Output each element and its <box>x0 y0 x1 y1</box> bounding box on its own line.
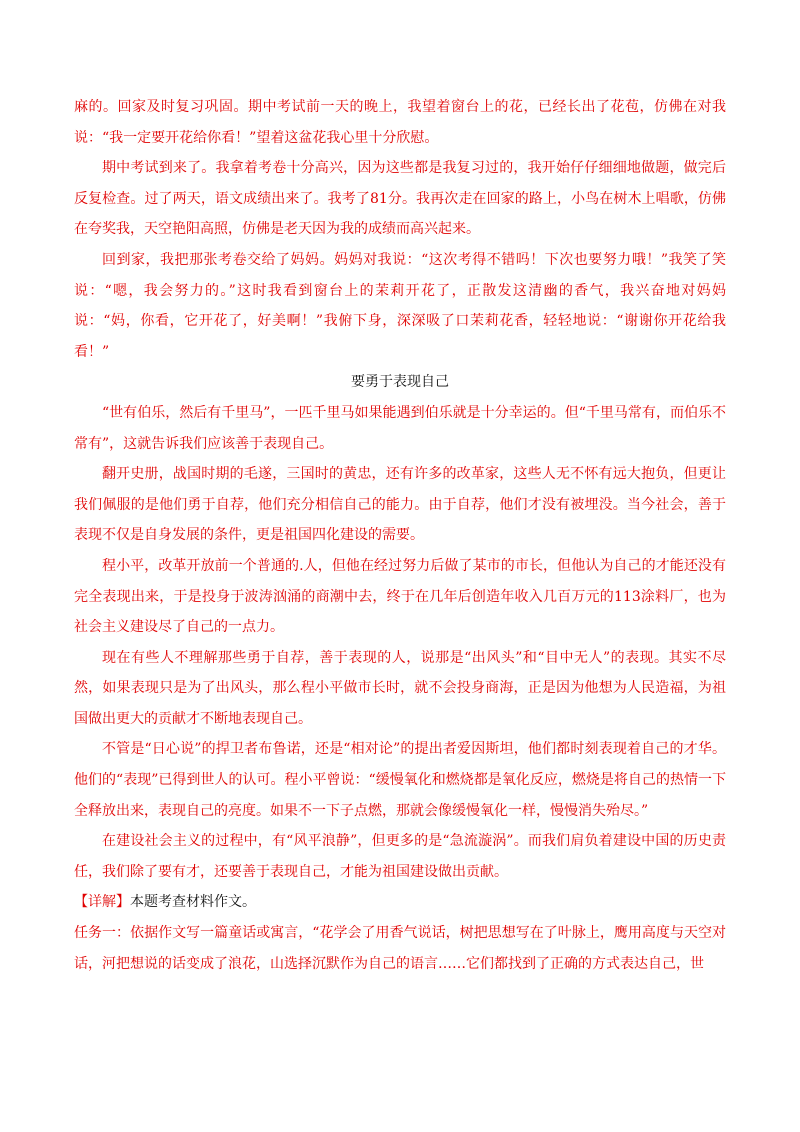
essay-paragraph-3: 程小平，改革开放前一个普通的.人，但他在经过努力后做了某市的市长，但他认为自己的才能还没有完全表现出来，于是投身于波涛汹涌的商潮中去，终于在几年后创造年收入几百万元的113涂料厂，也为社会主义建设尽了自己的一点力。 <box>74 557 726 636</box>
story-paragraph-1: 麻的。回家及时复习巩固。期中考试前一天的晚上，我望着窗台上的花，已经长出了花苞，仿佛在对我说：“我一定要开花给你看！”望着这盆花我心里十分欣慰。 <box>74 99 726 146</box>
detail-text: 本题考查材料作文。 <box>130 894 256 911</box>
essay-paragraph-4: 现在有些人不理解那些勇于自荐，善于表现的人，说那是“出风头”和“目中无人”的表现。其实不尽然，如果表现只是为了出风头，那么程小平做市长时，就不会投身商海，正是因为他想为人民造福，为祖国做出更大的贡献才不断地表现自己。 <box>74 649 726 727</box>
detail-line <box>74 887 726 918</box>
essay-paragraph-5: 不管是“日心说”的捍卫者布鲁诺，还是“相对论”的提出者爱因斯坦，他们都时刻表现着自己的才华。他们的“表现”已得到世人的认可。程小平曾说：“缓慢氧化和燃烧都是氧化反应，燃烧是将自己的热情一下全释放出来，表现自己的亮度。如果不一下子点燃，那就会像缓慢氧化一样，慢慢消失殆尽。” <box>74 741 726 819</box>
essay-paragraph-6: 在建设社会主义的过程中，有“风平浪静”，但更多的是“急流漩涡”。而我们肩负着建设中国的历史责任，我们除了要有才，还要善于表现自己，才能为祖国建设做出贡献。 <box>74 833 726 880</box>
story-paragraph-2: 期中考试到来了。我拿着考卷十分高兴，因为这些都是我复习过的，我开始仔仔细细地做题，做完后反复检查。过了两天，语文成绩出来了。我考了81分。我再次走在回家的路上，小鸟在树木上唱歌，仿佛在夸奖我，天空艳阳高照，仿佛是老天因为我的成绩而高兴起来。 <box>74 160 726 238</box>
story-paragraph-3: 回到家，我把那张考卷交给了妈妈。妈妈对我说：“这次考得不错吗！下次也要努力哦！”我笑了笑说：“嗯，我会努力的。”这时我看到窗台上的茉莉开花了，正散发这清幽的香气，我兴奋地对妈妈说：“妈，你看，它开花了，好美啊！”我俯下身，深深吸了口茉莉花香，轻轻地说：“谢谢你开花给我看！” <box>74 251 726 360</box>
task-paragraph: 任务一：依据作文写一篇童话或寓言，“花学会了用香气说话，树把思想写在了叶脉上，鹰用高度与天空对话，河把想说的话变成了浪花，山选择沉默作为自己的语言……它们都找到了正确的方式表达自己，世 <box>74 925 726 972</box>
detail-tag: 【详解】 <box>74 894 130 911</box>
essay-title: 要勇于表现自己 <box>351 374 449 391</box>
essay-paragraph-2: 翻开史册，战国时期的毛遂，三国时的黄忠，还有许多的改革家，这些人无不怀有远大抱负，但更让我们佩服的是他们勇于自荐，他们充分相信自己的能力。由于自荐，他们才没有被埋没。当今社会，善于表现不仅是自身发展的条件，更是祖国四化建设的需要。 <box>74 466 726 544</box>
essay-paragraph-1: “世有伯乐，然后有千里马”，一匹千里马如果能遇到伯乐就是十分幸运的。但“千里马常有，而伯乐不常有”，这就告诉我们应该善于表现自己。 <box>74 404 726 452</box>
document-page <box>74 92 726 979</box>
